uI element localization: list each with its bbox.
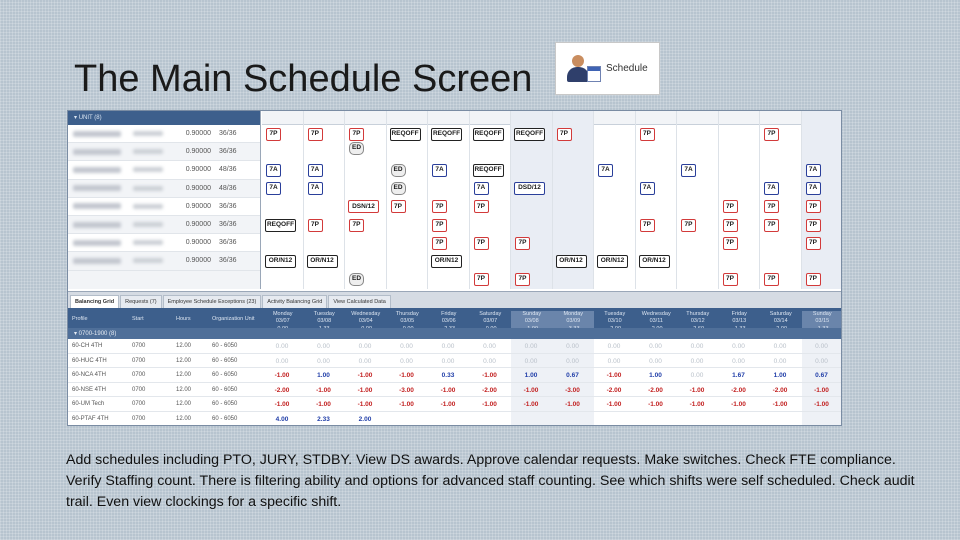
shift-badge[interactable]: 7P [640, 219, 655, 232]
shift-badge[interactable]: 7P [764, 128, 779, 141]
day-date: 03/08 [524, 318, 539, 324]
day-date: 03/04 [358, 318, 373, 324]
balancing-header [68, 308, 842, 328]
shift-badge[interactable]: 7P [266, 128, 281, 141]
employee-id-redacted [133, 186, 163, 191]
staffing-value[interactable]: 0.00 [441, 343, 455, 350]
day-of-week: Tuesday [604, 311, 626, 317]
day-of-week: Saturday [479, 311, 502, 317]
employee-fte: 0.90000 [185, 239, 211, 247]
shift-badge[interactable]: 7P [308, 128, 323, 141]
day-of-week: Sunday [812, 311, 832, 317]
employee-hours: 36/36 [219, 239, 237, 247]
day-of-week: Monday [272, 311, 293, 317]
staffing-value[interactable]: 4.00 [275, 415, 289, 423]
profile-cell: 60-UM Tech [72, 401, 105, 407]
shift-badge[interactable]: 7P [391, 200, 406, 213]
shift-badge[interactable]: 7A [474, 182, 489, 195]
shift-badge[interactable]: ED [391, 182, 406, 195]
staffing-value[interactable]: 0.00 [649, 343, 662, 350]
day-of-week: Wednesday [351, 311, 381, 317]
start-cell: 0700 [132, 357, 146, 364]
shift-badge[interactable]: DSD/12 [514, 182, 545, 195]
staffing-value[interactable]: -1.00 [316, 401, 331, 408]
staffing-value[interactable]: -1.00 [274, 372, 290, 379]
tab-requests-7[interactable]: Requests (7) [120, 295, 162, 308]
employee-id-redacted [133, 222, 163, 227]
shift-badge[interactable]: 7P [681, 219, 696, 232]
staffing-value[interactable]: -1.00 [731, 401, 746, 408]
employee-row[interactable] [68, 125, 260, 143]
staffing-value[interactable]: -1.00 [523, 386, 539, 394]
staffing-value[interactable]: -2.00 [274, 386, 290, 394]
employee-fte: 0.90000 [185, 221, 211, 229]
employee-row[interactable] [68, 198, 260, 216]
shift-badge[interactable]: 7P [349, 128, 364, 141]
org-cell: 60 - 6050 [212, 357, 238, 364]
org-cell: 60 - 6050 [212, 343, 238, 349]
staffing-value[interactable]: -1.00 [689, 386, 705, 394]
employee-row[interactable] [68, 143, 260, 161]
staffing-value[interactable]: -1.00 [648, 401, 663, 408]
shift-badge[interactable]: 7A [640, 182, 655, 195]
shift-badge[interactable]: 7P [723, 200, 738, 213]
day-date: 03/15 [815, 318, 830, 324]
staffing-value[interactable]: 0.00 [815, 357, 828, 365]
shift-badge[interactable]: OR/N12 [639, 255, 670, 268]
employee-id-redacted [133, 131, 163, 136]
unit-group-header[interactable] [68, 111, 260, 125]
shift-badge[interactable]: 7P [764, 200, 779, 213]
staffing-value[interactable]: 1.00 [649, 372, 662, 379]
shift-badge[interactable]: OR/N12 [597, 255, 628, 268]
employee-row[interactable] [68, 216, 260, 234]
tab-balancing-grid[interactable]: Balancing Grid [70, 295, 119, 308]
tab-view-calculated-data[interactable]: View Calculated Data [328, 295, 390, 308]
shift-badge[interactable]: 7A [806, 164, 821, 177]
start-cell: 0700 [132, 372, 146, 378]
column-header[interactable]: Profile [72, 316, 88, 322]
schedule-app-icon[interactable] [555, 42, 660, 95]
shift-badge[interactable]: REQOFF [514, 128, 545, 141]
slide-caption: Add schedules including PTO, JURY, STDBY. View DS awards. Approve calendar requests. Make switches. Check FTE compliance. Verify Staffing count. There is filtering ability and options for advanced staff counting. See which shifts were self scheduled. Check audit trail. Even view clockings for a specific shift. [66, 452, 915, 510]
staffing-value[interactable]: -1.00 [357, 386, 373, 394]
profile-cell: 60-NCA 4TH [72, 372, 107, 378]
balancing-row[interactable] [68, 368, 842, 383]
staffing-value[interactable]: 0.00 [773, 357, 787, 365]
employee-hours: 36/36 [219, 130, 237, 138]
employee-fte: 0.90000 [185, 202, 211, 210]
day-date: 03/13 [732, 318, 747, 324]
profile-cell: 60-NSE 4TH [72, 386, 107, 393]
staffing-value[interactable]: -1.00 [440, 401, 456, 408]
day-date: 03/12 [690, 318, 705, 324]
shift-badge[interactable]: 7P [806, 200, 821, 213]
column-header[interactable]: Hours [176, 316, 191, 322]
staffing-value[interactable]: -1.00 [316, 386, 331, 394]
staffing-value[interactable]: 1.00 [524, 372, 538, 379]
shift-badge[interactable]: 7A [308, 164, 323, 177]
org-cell: 60 - 6050 [212, 401, 238, 407]
employee-fte: 0.90000 [185, 257, 211, 265]
staffing-value[interactable]: 0.00 [317, 343, 330, 350]
start-cell: 0700 [132, 415, 146, 422]
shift-badge[interactable]: 7P [557, 128, 572, 141]
unit-label: UNIT (8) [78, 115, 102, 121]
shift-badge[interactable]: REQOFF [473, 128, 504, 141]
tab-activity-balancing-grid[interactable]: Activity Balancing Grid [262, 295, 327, 308]
employee-fte: 0.90000 [185, 148, 211, 156]
staffing-value[interactable]: -1.00 [814, 401, 829, 408]
staffing-value[interactable]: 0.00 [566, 343, 579, 350]
staffing-value[interactable]: 0.00 [400, 343, 413, 350]
day-date: 03/07 [483, 318, 498, 324]
staffing-value[interactable]: 1.00 [317, 372, 330, 379]
staffing-value[interactable]: -1.00 [357, 401, 373, 408]
balancing-group-row[interactable] [68, 328, 842, 339]
staffing-value[interactable]: -1.00 [482, 401, 497, 408]
shift-badge[interactable]: 7A [308, 182, 323, 195]
employee-row[interactable] [68, 161, 260, 179]
schedule-grid [68, 111, 842, 289]
staffing-value[interactable]: 0.00 [690, 357, 704, 365]
shift-badge[interactable]: REQOFF [265, 219, 296, 232]
staffing-value[interactable]: -1.00 [606, 401, 622, 408]
employee-fte: 0.90000 [185, 130, 211, 138]
staffing-value[interactable]: -2.00 [772, 386, 788, 394]
employee-fte: 0.90000 [185, 166, 211, 174]
hours-cell: 12.00 [176, 401, 192, 407]
shift-badge[interactable]: REQOFF [431, 128, 462, 141]
staffing-value[interactable]: 0.00 [400, 357, 413, 365]
profile-cell: 60-CH 4TH [72, 343, 103, 349]
column-header[interactable]: Organization Unit [212, 316, 255, 322]
day-of-week: Saturday [769, 311, 792, 317]
shift-badge[interactable]: 7A [681, 164, 696, 177]
employee-id-redacted [133, 240, 163, 245]
start-cell: 0700 [132, 343, 146, 349]
staffing-value[interactable]: -1.00 [565, 401, 580, 408]
shift-badge[interactable]: OR/N12 [307, 255, 338, 268]
balancing-row[interactable] [68, 339, 842, 354]
shift-badge[interactable]: 7A [432, 164, 447, 177]
shift-badge[interactable]: 7P [640, 128, 655, 141]
shift-badge[interactable]: 7P [474, 200, 489, 213]
staffing-value[interactable]: -1.00 [814, 386, 829, 394]
shift-badge[interactable]: 7P [432, 237, 447, 250]
hours-cell: 12.00 [176, 372, 192, 378]
balancing-row[interactable] [68, 354, 842, 369]
staffing-value[interactable]: 0.00 [441, 357, 455, 365]
day-of-week: Friday [731, 311, 747, 317]
staffing-value[interactable]: -1.00 [399, 401, 414, 408]
day-of-week: Thursday [395, 311, 419, 317]
shift-badge[interactable]: 7A [806, 182, 821, 195]
staffing-value[interactable]: 1.67 [732, 372, 745, 379]
staffing-value[interactable]: 0.00 [275, 343, 289, 350]
staffing-value[interactable]: 0.00 [649, 357, 662, 365]
hours-cell: 12.00 [176, 415, 192, 422]
shift-badge[interactable]: 7P [806, 237, 821, 250]
shift-badge[interactable]: 7P [515, 237, 530, 250]
staffing-value[interactable]: -1.00 [606, 372, 622, 379]
balancing-grid [68, 308, 842, 426]
column-header[interactable]: Start [132, 316, 144, 322]
shift-badge[interactable]: 7A [764, 182, 779, 195]
shift-badge[interactable]: ED [349, 142, 364, 155]
shift-badge[interactable]: 7P [764, 273, 779, 286]
start-cell: 0700 [132, 386, 146, 393]
staffing-value[interactable]: 0.67 [566, 372, 579, 379]
employee-name-redacted [73, 203, 121, 209]
day-date: 03/07 [275, 318, 290, 324]
staffing-value[interactable]: 0.00 [317, 357, 330, 365]
staffing-value[interactable]: 0.00 [566, 357, 579, 365]
staffing-value[interactable]: 0.00 [358, 357, 372, 365]
staffing-value[interactable]: 0.00 [732, 357, 745, 365]
day-date: 03/05 [400, 318, 415, 324]
schedule-app-label: Schedule [606, 63, 648, 74]
staffing-value[interactable]: -1.00 [399, 372, 414, 379]
org-cell: 60 - 6050 [212, 386, 238, 393]
staffing-value[interactable]: 0.00 [690, 372, 704, 379]
employee-name-redacted [73, 185, 121, 191]
shift-badge[interactable]: 7P [515, 273, 530, 286]
staffing-value[interactable]: -2.00 [606, 386, 622, 394]
employee-name-redacted [73, 222, 121, 228]
staffing-value[interactable]: -2.00 [648, 386, 663, 394]
day-of-week: Tuesday [313, 311, 335, 317]
staffing-value[interactable]: 0.00 [815, 343, 828, 350]
shift-badge[interactable]: 7P [723, 219, 738, 232]
start-cell: 0700 [132, 401, 146, 407]
employee-name-redacted [73, 240, 121, 246]
balancing-row[interactable] [68, 383, 842, 398]
shift-badge[interactable]: OR/N12 [556, 255, 587, 268]
shift-badge[interactable]: 7A [266, 182, 281, 195]
staffing-value[interactable]: 0.00 [607, 357, 621, 365]
staffing-value[interactable]: 0.00 [483, 357, 496, 365]
staffing-value[interactable]: -2.00 [482, 386, 497, 394]
employee-name-redacted [73, 149, 121, 155]
tab-employee-schedule-exceptions-23[interactable]: Employee Schedule Exceptions (23) [163, 295, 262, 308]
shift-badge[interactable]: 7P [806, 273, 821, 286]
day-of-week: Monday [563, 311, 584, 317]
shift-badge[interactable]: 7A [598, 164, 613, 177]
shift-badge[interactable]: 7P [474, 237, 489, 250]
group-label: ▾ 0700-1900 (8) [74, 331, 117, 337]
shift-grid [262, 111, 842, 289]
shift-badge[interactable]: OR/N12 [265, 255, 296, 268]
hours-cell: 12.00 [176, 343, 192, 349]
hours-cell: 12.00 [176, 386, 192, 393]
day-of-week: Sunday [522, 311, 542, 317]
employee-panel [68, 111, 261, 289]
shift-badge[interactable]: REQOFF [390, 128, 421, 141]
shift-badge[interactable]: ED [349, 273, 364, 286]
day-date: 03/06 [441, 318, 456, 324]
staffing-value[interactable]: -2.00 [731, 386, 746, 394]
staffing-value[interactable]: 0.00 [275, 357, 289, 365]
org-cell: 60 - 6050 [212, 415, 238, 422]
day-date: 03/08 [317, 318, 332, 324]
shift-badge[interactable]: ED [391, 164, 406, 177]
staffing-value[interactable]: 0.00 [773, 343, 787, 350]
employee-hours: 36/36 [219, 221, 237, 229]
staffing-value[interactable]: 0.67 [815, 372, 828, 379]
staffing-value[interactable]: -1.00 [357, 372, 373, 379]
shift-badge[interactable]: DSN/12 [348, 200, 379, 213]
day-of-week: Thursday [686, 311, 710, 317]
staffing-value[interactable]: 0.00 [483, 343, 496, 350]
staffing-value[interactable]: -1.00 [440, 386, 456, 394]
day-date: 03/11 [649, 318, 663, 324]
staffing-value[interactable]: 0.00 [524, 343, 538, 350]
shift-badge[interactable]: 7P [806, 219, 821, 232]
shift-badge[interactable]: OR/N12 [431, 255, 462, 268]
employee-name-redacted [73, 258, 121, 264]
employee-hours: 36/36 [219, 257, 237, 265]
employee-id-redacted [133, 258, 163, 263]
shift-badge[interactable]: 7P [723, 273, 738, 286]
staffing-value[interactable]: 0.00 [358, 343, 372, 350]
shift-badge[interactable]: REQOFF [473, 164, 504, 177]
staffing-value[interactable]: 0.33 [441, 372, 455, 379]
hours-cell: 12.00 [176, 357, 192, 364]
staffing-value[interactable]: -1.00 [482, 372, 497, 379]
employee-hours: 36/36 [219, 202, 237, 210]
staffing-value[interactable]: 0.00 [607, 343, 621, 350]
employee-id-redacted [133, 204, 163, 209]
staffing-value[interactable]: 2.33 [317, 415, 330, 423]
employee-row[interactable] [68, 252, 260, 270]
staffing-value[interactable]: -3.00 [565, 386, 580, 394]
staffing-value[interactable]: -1.00 [523, 401, 539, 408]
profile-cell: 60-PTAF 4TH [72, 415, 109, 422]
staffing-value[interactable]: 0.00 [690, 343, 704, 350]
profile-cell: 60-HUC 4TH [72, 357, 107, 364]
bottom-tabs [68, 291, 842, 308]
day-of-week: Friday [441, 311, 457, 317]
employee-row[interactable] [68, 180, 260, 198]
org-cell: 60 - 6050 [212, 372, 238, 378]
staffing-value[interactable]: -1.00 [772, 401, 788, 408]
day-date: 03/09 [566, 318, 581, 324]
shift-badge[interactable]: 7P [432, 219, 447, 232]
day-column [677, 111, 719, 289]
day-date: 03/10 [607, 318, 622, 324]
schedule-screenshot [67, 110, 842, 426]
shift-badge[interactable]: 7P [474, 273, 489, 286]
staffing-value[interactable]: 0.00 [732, 343, 745, 350]
staffing-value[interactable]: -3.00 [399, 386, 414, 394]
balancing-row[interactable] [68, 397, 842, 412]
employee-id-redacted [133, 149, 163, 154]
employee-hours: 48/36 [219, 184, 237, 192]
calendar-icon [587, 66, 601, 82]
employee-name-redacted [73, 131, 121, 137]
shift-badge[interactable]: 7P [764, 219, 779, 232]
shift-badge[interactable]: 7A [266, 164, 281, 177]
employee-hours: 36/36 [219, 148, 237, 156]
staffing-value[interactable]: 2.00 [358, 415, 372, 423]
employee-hours: 48/36 [219, 166, 237, 174]
employee-row[interactable] [68, 234, 260, 252]
slide-title: The Main Schedule Screen [74, 58, 533, 100]
collapse-icon: ▾ [74, 115, 79, 121]
day-date: 03/14 [773, 318, 788, 324]
shift-badge[interactable]: 7P [308, 219, 323, 232]
shift-badge[interactable]: 7P [349, 219, 364, 232]
balancing-row[interactable] [68, 412, 842, 427]
day-of-week: Wednesday [641, 311, 671, 317]
shift-badge[interactable]: 7P [723, 237, 738, 250]
employee-fte: 0.90000 [185, 184, 211, 192]
shift-badge[interactable]: 7P [432, 200, 447, 213]
employee-name-redacted [73, 167, 121, 173]
staffing-value[interactable]: 1.00 [773, 372, 787, 379]
staffing-value[interactable]: -1.00 [274, 401, 290, 408]
staffing-value[interactable]: -1.00 [689, 401, 705, 408]
employee-id-redacted [133, 167, 163, 172]
staffing-value[interactable]: 0.00 [524, 357, 538, 365]
